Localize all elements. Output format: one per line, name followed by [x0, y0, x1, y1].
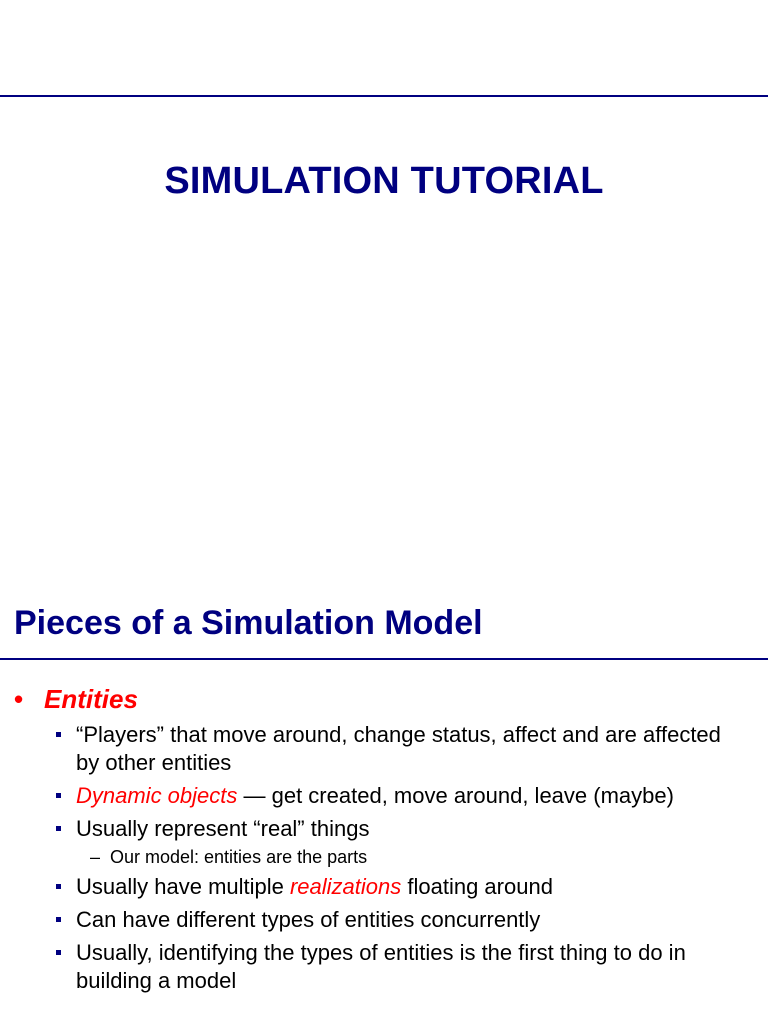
list-item-text: Usually represent “real” things — [76, 816, 370, 841]
sub-list-item — [0, 845, 768, 869]
list-item-text: — get created, move around, leave (maybe) — [237, 783, 674, 808]
square-bullet-icon — [56, 826, 61, 831]
list-item — [0, 815, 768, 843]
bullet-label: Entities — [44, 684, 138, 714]
list-item — [0, 721, 768, 777]
list-item-text: “Players” that move around, change status, affect and are affected by other entities — [76, 722, 721, 775]
square-bullet-icon — [56, 884, 61, 889]
list-item-text: floating around — [401, 874, 553, 899]
bullet-entities — [0, 681, 768, 721]
list-item-text: Usually have multiple — [76, 874, 290, 899]
square-bullet-icon — [56, 950, 61, 955]
list-item — [0, 782, 768, 810]
section-heading: Pieces of a Simulation Model — [14, 604, 483, 642]
list-item — [0, 906, 768, 934]
bullet-list — [0, 681, 768, 1000]
emphasis-text: realizations — [289, 874, 402, 899]
square-bullet-icon — [56, 793, 61, 798]
square-bullet-icon — [56, 917, 61, 922]
list-item — [0, 939, 768, 995]
round-bullet-icon: • — [14, 684, 24, 714]
square-bullet-icon — [56, 732, 61, 737]
dash-bullet-icon: – — [90, 847, 101, 867]
top-divider — [0, 95, 768, 97]
section-divider — [0, 658, 768, 660]
emphasis-text: Dynamic objects — [76, 783, 238, 808]
list-item — [0, 873, 768, 901]
slide-title: SIMULATION TUTORIAL — [164, 160, 604, 202]
list-item-text: Can have different types of entities concurrently — [76, 907, 541, 932]
sub-list-item-text: Our model: entities are the parts — [110, 847, 368, 867]
list-item-text: Usually, identifying the types of entities is the first thing to do in building a model — [76, 940, 686, 993]
